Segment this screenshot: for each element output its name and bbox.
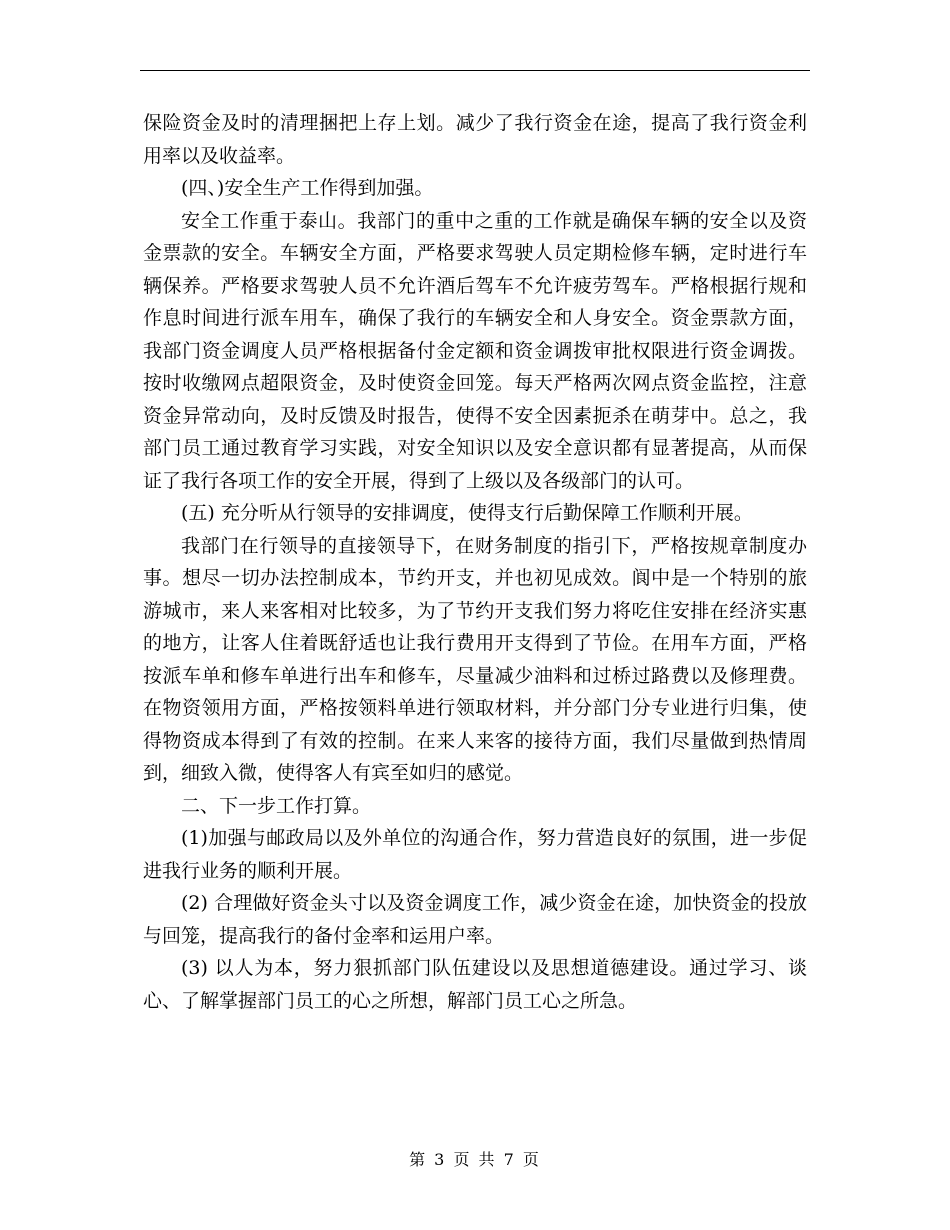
paragraph-1: 保险资金及时的清理捆把上存上划。减少了我行资金在途，提高了我行资金利用率以及收益率。 (143, 112, 807, 167)
header-rule (140, 70, 810, 71)
paragraph-5: 我部门在行领导的直接领导下，在财务制度的指引下，严格按规章制度办事。想尽一切办法控制成本，节约开支，并也初见成效。阆中是一个特别的旅游城市，来人来客相对比较多，为了节约开支我们努力将吃住安排在经济实惠的地方，让客人住着既舒适也让我行费用开支得到了节俭。在用车方面，严格按派车单和修车单进行出车和修车，尽量减少油料和过桥过路费以及修理费。在物资领用方面，严格按领料单进行领取材料，并分部门分专业进行归集，使得物资成本得到了有效的控制。在来人来客的接待方面，我们尽量做到热情周到，细致入微，使得客人有宾至如归的感觉。 (143, 534, 807, 784)
paragraph-2: (四、)安全生产工作得到加强。 (181, 177, 434, 199)
paragraph-6: 二、下一步工作打算。 (181, 794, 372, 817)
document-body (143, 107, 807, 1017)
paragraph-3: 安全工作重于泰山。我部门的重中之重的工作就是确保车辆的安全以及资金票款的安全。车辆安全方面，严格要求驾驶人员定期检修车辆，定时进行车辆保养。严格要求驾驶人员不允许酒后驾车不允许疲劳驾车。严格根据行规和作息时间进行派车用车，确保了我行的车辆安全和人身安全。资金票款方面，我部门资金调度人员严格根据备付金定额和资金调拨审批权限进行资金调拨。按时收缴网点超限资金，及时使资金回笼。每天严格两次网点资金监控，注意资金异常动向，及时反馈及时报告，使得不安全因素扼杀在萌芽中。总之，我部门员工通过教育学习实践，对安全知识以及安全意识都有显著提高，从而保证了我行各项工作的安全开展，得到了上级以及各级部门的认可。 (143, 209, 807, 492)
paragraph-4: (五) 充分听从行领导的安排调度，使得支行后勤保障工作顺利开展。 (181, 502, 753, 524)
paragraph-8: (2) 合理做好资金头寸以及资金调度工作，减少资金在途，加快资金的投放与回笼，提高我行的备付金率和运用户率。 (143, 892, 807, 947)
paragraph-9: (3) 以人为本，努力狠抓部门队伍建设以及思想道德建设。通过学习、谈心、了解掌握部门员工的心之所想，解部门员工心之所急。 (143, 957, 807, 1012)
paragraph-7: (1)加强与邮政局以及外单位的沟通合作，努力营造良好的氛围，进一步促进我行业务的顺利开展。 (143, 827, 807, 882)
page-number-footer: 第 3 页 共 7 页 (409, 1150, 541, 1169)
